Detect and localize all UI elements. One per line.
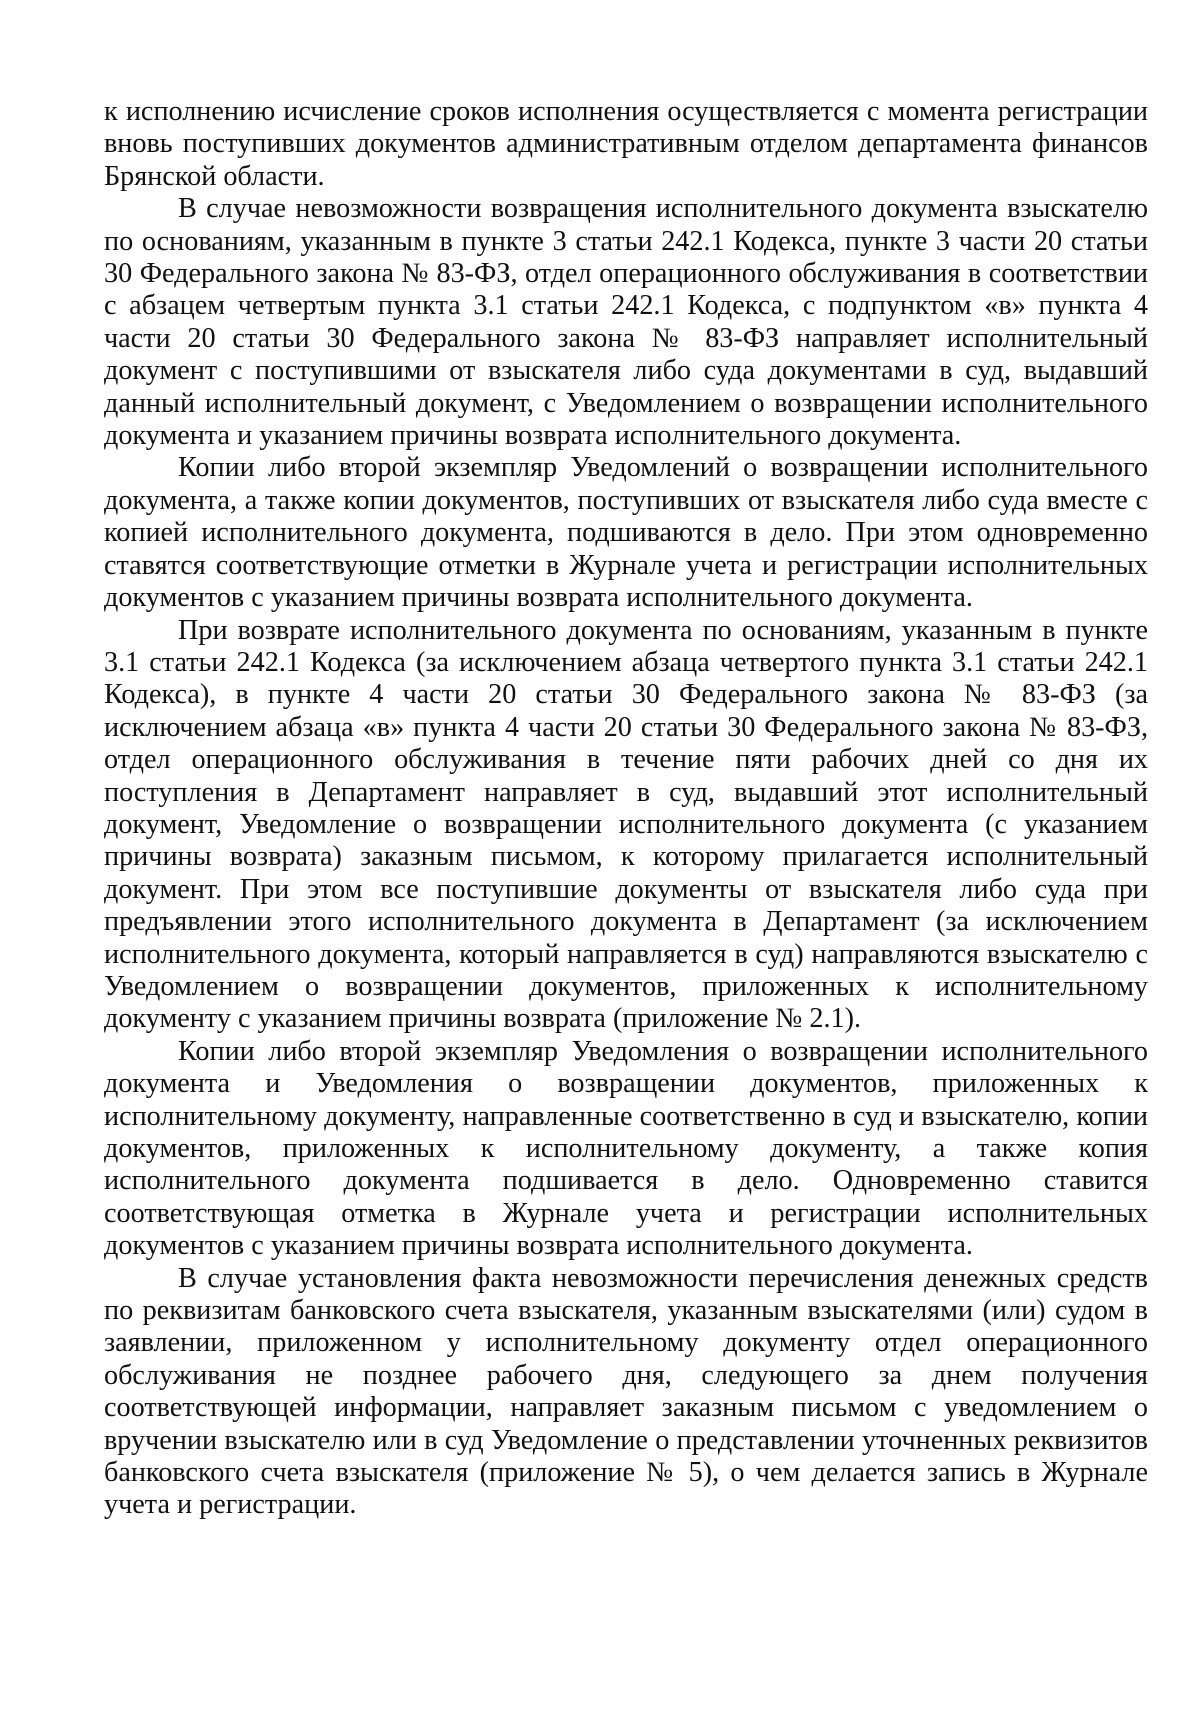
paragraph-2: В случае невозможности возвращения исполнительного документа взыскателю по основаниям, указанным в пункте 3 статьи 242.1 Кодекса, пункте 3 части 20 статьи 30 Федерального закона № 83-ФЗ, отдел операционного обслуживания в соответствии с абзацем четвертым пункта 3.1 статьи 242.1 Кодекса, с подпунктом «в» пункта 4 части 20 статьи 30 Федерального закона № 83-ФЗ направляет исполнительный документ с поступившими от взыскателя либо суда документами в суд, выдавший данный исполнительный документ, с Уведомлением о возвращении исполнительного документа и указанием причины возврата исполнительного документа. [104, 193, 1148, 452]
paragraph-6: В случае установления факта невозможности перечисления денежных средств по реквизитам банковского счета взыскателя, указанным взыскателями (или) судом в заявлении, приложенном у исполнительному документу отдел операционного обслуживания не позднее рабочего дня, следующего за днем получения соответствующей информации, направляет заказным письмом с уведомлением о вручении взыскателю или в суд Уведомление о представлении уточненных реквизитов банковского счета взыскателя (приложение № 5), о чем делается запись в Журнале учета и регистрации. [104, 1262, 1148, 1521]
paragraph-1: к исполнению исчисление сроков исполнения осуществляется с момента регистрации вновь поступивших документов административным отделом департамента финансов Брянской области. [104, 96, 1148, 192]
paragraph-5: Копии либо второй экземпляр Уведомления о возвращении исполнительного документа и Уведомления о возвращении документов, приложенных к исполнительному документу, направленные соответственно в суд и взыскателю, копии документов, приложенных к исполнительному документу, а также копия исполнительного документа подшивается в дело. Одновременно ставится соответствующая отметка в Журнале учета и регистрации исполнительных документов с указанием причины возврата исполнительного документа. [104, 1035, 1148, 1262]
document-body [104, 96, 1148, 1522]
paragraph-4: При возврате исполнительного документа по основаниям, указанным в пункте 3.1 статьи 242.1 Кодекса (за исключением абзаца четвертого пункта 3.1 статьи 242.1 Кодекса), в пункте 4 части 20 статьи 30 Федерального закона № 83-ФЗ (за исключением абзаца «в» пункта 4 части 20 статьи 30 Федерального закона № 83-ФЗ, отдел операционного обслуживания в течение пяти рабочих дней со дня их поступления в Департамент направляет в суд, выдавший этот исполнительный документ, Уведомление о возвращении исполнительного документа (с указанием причины возврата) заказным письмом, к которому прилагается исполнительный документ. При этом все поступившие документы от взыскателя либо суда при предъявлении этого исполнительного документа в Департамент (за исключением исполнительного документа, который направляется в суд) направляются взыскателю с Уведомлением о возвращении документов, приложенных к исполнительному документу с указанием причины возврата (приложение № 2.1). [104, 614, 1148, 1035]
paragraph-3: Копии либо второй экземпляр Уведомлений о возвращении исполнительного документа, а также копии документов, поступивших от взыскателя либо суда вместе с копией исполнительного документа, подшиваются в дело. При этом одновременно ставятся соответствующие отметки в Журнале учета и регистрации исполнительных документов с указанием причины возврата исполнительного документа. [104, 452, 1148, 614]
